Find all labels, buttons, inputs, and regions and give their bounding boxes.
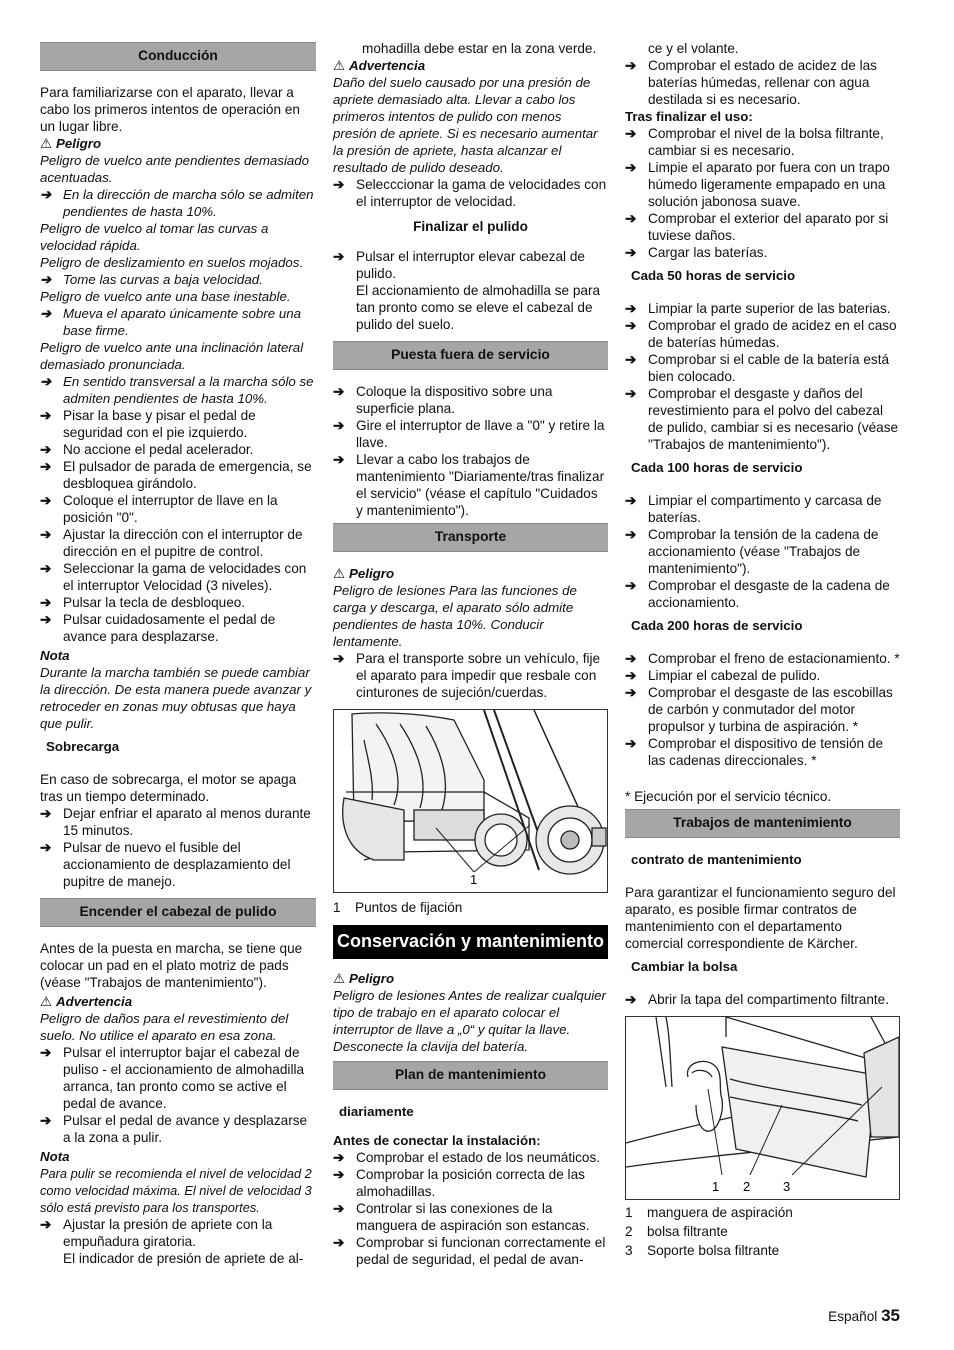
column-3 [625,40,900,1260]
continuation-text: mohadilla debe estar en la zona verde. [362,41,597,56]
figure-label-1: 1 [712,1179,720,1194]
step-item: ➔ Ajustar la presión de apriete con la empuñadura giratoria. [40,1217,273,1249]
step-item: ➔ Comprobar el estado de acidez de las baterías húmedas, rellenar con agua destilada si es necesario. [625,58,877,107]
machine-illustration [334,710,607,892]
arrow-icon: ➔ [40,442,52,457]
contrato-heading: contrato de mantenimiento [631,852,802,867]
finalizar-heading: Finalizar el pulido [413,219,528,234]
step-item: ➔ Limpiar la parte superior de las baterias. [625,301,891,316]
peligro-label: ⚠ Peligro [333,566,395,581]
step-item: ➔ Comprobar el desgaste de la cadena de accionamiento. [625,578,890,610]
peligro-text: Peligro de deslizamiento en suelos mojados. [40,255,304,270]
step-item: ➔ Pulsar el pedal de avance y desplazarse a la zona a pulir. [40,1113,308,1145]
step-item: ➔ No accione el pedal acelerador. [40,442,254,457]
encender-text: Antes de la puesta en marcha, se tiene que colocar un pad en el plato motriz de pads (véase "Trabajos de mantenimiento"). [40,941,303,990]
interval-50-heading: Cada 50 horas de servicio [631,268,796,283]
peligro-text: Peligro de lesiones Para las funciones de carga y descarga, el aparato sólo admite pendientes de hasta 10%. Conducir lentamente. [333,583,577,649]
figure-callout: 1 [470,872,478,887]
step-item: ➔ Controlar si las conexiones de la manguera de aspiración son estancas. [333,1201,590,1233]
heading-encender: Encender el cabezal de pulido [40,898,316,927]
arrow-icon: ➔ [625,651,637,666]
step-item: ➔ Abrir la tapa del compartimento filtrante. [625,992,890,1007]
heading-transporte: Transporte [333,523,608,552]
advertencia-label: ⚠ Advertencia [40,994,133,1009]
peligro-bullet: ➔ Tome las curvas a baja velocidad. [40,272,263,287]
arrow-icon: ➔ [625,352,637,367]
step-continuation: El indicador de presión de apriete de al- [63,1251,304,1266]
step-item: ➔ Seleccionar la gama de velocidades con el interruptor Velocidad (3 niveles). [40,561,307,593]
arrow-icon: ➔ [40,374,52,389]
peligro-text: Peligro de lesiones Antes de realizar cualquier tipo de trabajo en el aparato colocar el interruptor de llave a „0“ y quitar la llave. Desconecte la clavija del batería. [333,988,606,1054]
arrow-icon: ➔ [333,1201,345,1216]
step-item: ➔ Comprobar la tensión de la cadena de accionamiento (véase "Trabajos de mantenimiento"). [625,527,879,576]
column-1 [40,40,316,1267]
arrow-icon: ➔ [333,177,345,192]
arrow-icon: ➔ [40,840,52,855]
footer-language: Español [828,1309,878,1324]
step-item: ➔ Pulsar de nuevo el fusible del accionamiento de desplazamiento del pupitre de manejo. [40,840,291,889]
step-item: ➔ Pulsar cuidadosamente el pedal de avance para desplazarse. [40,612,276,644]
column-2 [333,40,608,1268]
peligro-text: Peligro de vuelco ante una inclinación lateral demasiado pronunciada. [40,340,304,372]
arrow-icon: ➔ [333,651,345,666]
tras-label: Tras finalizar el uso: [625,109,753,124]
step-item: ➔ Comprobar el grado de acidez en el caso de baterías húmedas. [625,318,897,350]
step-item: ➔ Ajustar la dirección con el interruptor de dirección en el pupitre de control. [40,527,303,559]
figure-label-3: 3 [783,1179,791,1194]
arrow-icon: ➔ [40,612,52,627]
sobrecarga-text: En caso de sobrecarga, el motor se apaga tras un tiempo determinado. [40,772,297,804]
step-item: ➔ Comprobar si funcionan correctamente el pedal de seguridad, el pedal de avan- [333,1235,606,1267]
diariamente-heading: diariamente [339,1104,414,1119]
figure-caption: 1 manguera de aspiración [625,1205,793,1220]
arrow-icon: ➔ [40,1217,52,1232]
intro-text: Para familiarizarse con el aparato, llevar a cabo los primeros intentos de operación en un lugar libre. [40,85,300,134]
step-item: ➔ Selecccionar la gama de velocidades con el interruptor de velocidad. [333,177,607,209]
peligro-text: Peligro de vuelco ante una base inestable. [40,289,291,304]
heading-conduccion: Conducción [40,42,316,71]
advertencia-label: ⚠ Advertencia [333,58,426,73]
step-item: ➔ Coloque el interruptor de llave en la posición "0". [40,493,278,525]
step-item: ➔ Comprobar el estado de los neumáticos. [333,1150,601,1165]
nota-label: Nota [40,1149,70,1164]
step-item: ➔ Limpiar el cabezal de pulido. [625,668,821,683]
figure-fixation-points [333,709,608,893]
arrow-icon: ➔ [40,527,52,542]
bolsa-heading: Cambiar la bolsa [631,959,738,974]
arrow-icon: ➔ [40,187,52,202]
step-item: ➔ Limpie el aparato por fuera con un trapo húmedo ligeramente empapado en una solución jabonosa suave. [625,160,890,209]
warning-triangle-icon: ⚠ [40,136,52,151]
arrow-icon: ➔ [333,249,345,264]
figure-label-2: 2 [743,1179,751,1194]
arrow-icon: ➔ [625,58,637,73]
step-item: ➔ Comprobar la posición correcta de las almohadillas. [333,1167,585,1199]
heading-conservacion: Conservación y mantenimiento [333,925,608,959]
step-continuation: El accionamiento de almohadilla se para tan pronto como se eleve el cabezal de pulido del suelo. [356,283,601,332]
peligro-bullet: ➔ En sentido transversal a la marcha sólo se admiten pendientes de hasta 10%. [40,374,314,406]
arrow-icon: ➔ [625,211,637,226]
arrow-icon: ➔ [40,595,52,610]
step-item: ➔ Comprobar el desgaste y daños del revestimiento para el polvo del cabezal de pulido, cambiar si es necesario (véase "Trabajos de mantenimiento"). [625,386,899,452]
arrow-icon: ➔ [40,1113,52,1128]
nota-text: Durante la marcha también se puede cambiar la dirección. De esta manera puede avanzar y retroceder en zonas muy obtusas que haya que pulir. [40,665,312,731]
arrow-icon: ➔ [333,452,345,467]
arrow-icon: ➔ [625,578,637,593]
continuation-text: ce y el volante. [648,41,739,56]
nota-label: Nota [40,648,70,663]
figure-filter-bag [625,1016,900,1200]
step-item: ➔ Pulsar el interruptor bajar el cabezal de puliso - el accionamiento de almohadilla arranca, tan pronto como se active el pedal de avance. [40,1045,305,1111]
arrow-icon: ➔ [625,668,637,683]
step-item: ➔ Cargar las baterías. [625,245,768,260]
warning-triangle-icon: ⚠ [333,971,345,986]
step-item: ➔ Pisar la base y pisar el pedal de seguridad con el pie izquierdo. [40,408,256,440]
arrow-icon: ➔ [625,301,637,316]
step-item: ➔ Comprobar el freno de estacionamiento. * [625,651,900,666]
warning-triangle-icon: ⚠ [333,566,345,581]
sobrecarga-heading: Sobrecarga [46,739,120,754]
arrow-icon: ➔ [40,806,52,821]
step-item: ➔ Comprobar si el cable de la batería está bien colocado. [625,352,890,384]
contrato-text: Para garantizar el funcionamiento seguro del aparato, es posible firmar contratos de mantenimiento con el departamento comercial correspondiente de Kärcher. [625,885,896,951]
figure-caption: 1 Puntos de fijación [333,900,463,915]
step-item: ➔ Llevar a cabo los trabajos de mantenimiento "Diariamente/tras finalizar el servicio" (véase el capítulo "Cuidados y mantenimiento"). [333,452,605,518]
arrow-icon: ➔ [40,306,52,321]
arrow-icon: ➔ [333,1150,345,1165]
peligro-bullet: ➔ Mueva el aparato únicamente sobre una base firme. [40,306,302,338]
step-item: ➔ Comprobar el nivel de la bolsa filtrante, cambiar si es necesario. [625,126,884,158]
arrow-icon: ➔ [333,1167,345,1182]
peligro-text: Peligro de vuelco ante pendientes demasiado acentuadas. [40,153,310,185]
arrow-icon: ➔ [40,561,52,576]
interval-100-heading: Cada 100 horas de servicio [631,460,803,475]
warning-triangle-icon: ⚠ [40,994,52,1009]
filter-bag-illustration [626,1017,899,1199]
arrow-icon: ➔ [333,418,345,433]
heading-puesta-fuera: Puesta fuera de servicio [333,341,608,370]
arrow-icon: ➔ [40,272,52,287]
step-item: ➔ Para el transporte sobre un vehículo, fije el aparato para impedir que resbale con cinturones de sujeción/cuerdas. [333,651,601,700]
arrow-icon: ➔ [333,1235,345,1250]
arrow-icon: ➔ [625,992,637,1007]
step-item: ➔ Gire el interruptor de llave a "0" y retire la llave. [333,418,605,450]
peligro-label: ⚠ Peligro [333,971,395,986]
interval-200-heading: Cada 200 horas de servicio [631,618,803,633]
page-footer [828,1306,900,1326]
arrow-icon: ➔ [625,685,637,700]
arrow-icon: ➔ [625,736,637,751]
arrow-icon: ➔ [625,386,637,401]
heading-trabajos: Trabajos de mantenimiento [625,809,900,838]
step-item: ➔ Pulsar la tecla de desbloqueo. [40,595,246,610]
step-item: ➔ Pulsar el interruptor elevar cabezal de pulido. [333,249,585,281]
arrow-icon: ➔ [625,160,637,175]
step-item: ➔ Dejar enfriar el aparato al menos durante 15 minutos. [40,806,311,838]
advertencia-text: Daño del suelo causado por una presión de apriete demasiado alta. Llevar a cabo los primeros intentos de pulido con menos presión de apriete. Si es necesario aumentar la presión de apriete, hasta alcanzar el resultado de pulido deseado. [333,75,598,175]
arrow-icon: ➔ [40,408,52,423]
step-item: ➔ Comprobar el desgaste de las escobillas de carbón y conmutador del motor propulsor y turbina de aspiración. * [625,685,893,734]
arrow-icon: ➔ [40,459,52,474]
step-item: ➔ Comprobar el exterior del aparato por si tuviese daños. [625,211,889,243]
arrow-icon: ➔ [625,245,637,260]
figure-caption: 2 bolsa filtrante [625,1224,728,1239]
footnote: * Ejecución por el servicio técnico. [625,789,832,804]
antes-label: Antes de conectar la instalación: [333,1133,541,1148]
figure-caption: 3 Soporte bolsa filtrante [625,1243,780,1258]
arrow-icon: ➔ [40,493,52,508]
advertencia-text: Peligro de daños para el revestimiento del suelo. No utilice el aparato en esa zona. [40,1011,289,1043]
warning-triangle-icon: ⚠ [333,58,345,73]
heading-plan: Plan de mantenimiento [333,1061,608,1090]
step-item: ➔ Comprobar el dispositivo de tensión de las cadenas direccionales. * [625,736,884,768]
peligro-text: Peligro de vuelco al tomar las curvas a velocidad rápida. [40,221,269,253]
arrow-icon: ➔ [40,1045,52,1060]
peligro-bullet: ➔ En la dirección de marcha sólo se admiten pendientes de hasta 10%. [40,187,314,219]
arrow-icon: ➔ [333,384,345,399]
page-number: 35 [881,1306,900,1325]
arrow-icon: ➔ [625,318,637,333]
step-item: ➔ El pulsador de parada de emergencia, se desbloquea girándolo. [40,459,312,491]
warning-label: ⚠ Peligro [40,136,102,151]
arrow-icon: ➔ [625,493,637,508]
arrow-icon: ➔ [625,126,637,141]
arrow-icon: ➔ [625,527,637,542]
step-item: ➔ Limpiar el compartimento y carcasa de baterías. [625,493,882,525]
nota-text: Para pulir se recomienda el nivel de velocidad 2 como velocidad máxima. El nivel de velocidad 3 sólo está previsto para los transportes. [40,1166,312,1215]
step-item: ➔ Coloque la dispositivo sobre una superficie plana. [333,384,553,416]
